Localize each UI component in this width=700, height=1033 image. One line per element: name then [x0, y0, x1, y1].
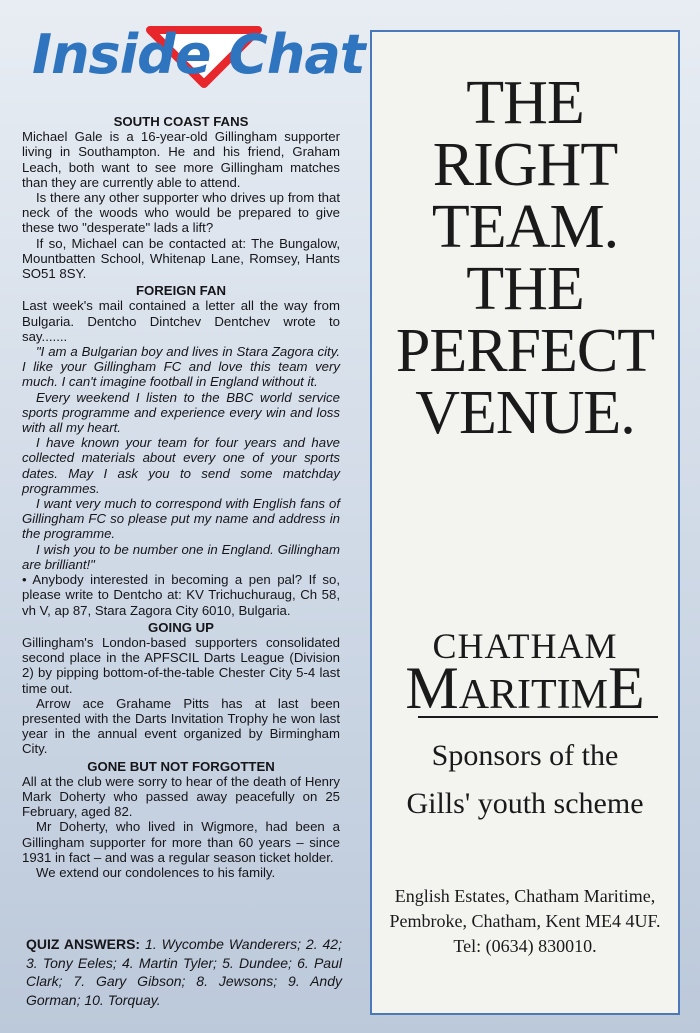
article-heading: GOING UP [148, 619, 214, 635]
headline-line: PERFECT [395, 317, 655, 385]
headline-line: THE [466, 69, 584, 137]
advert-address [372, 884, 678, 959]
article-paragraph: We extend our condolences to his family. [36, 864, 276, 880]
article-paragraph: "I am a Bulgarian boy and lives in Stara Zagora city. I like your Gillingham FC and love this team very much. I can't imagine football in England without it. [22, 344, 340, 390]
article-paragraph: I want very much to correspond with English fans of Gillingham FC so please put my name and address in the programme. [22, 496, 340, 542]
article-paragraph: I wish you to be number one in England. Gillingham are brilliant!" [22, 541, 340, 572]
article-paragraph: Is there any other supporter who drives up from that neck of the woods who would be prepared to give these two "desperate" lads a lift? [22, 190, 340, 236]
address-line: Pembroke, Chatham, Kent ME4 4UF. [389, 911, 661, 931]
headline-line: TEAM. [431, 193, 619, 261]
article-paragraph: Arrow ace Grahame Pitts has at last been presented with the Darts Invitation Trophy he won last year in the annual event organized by Birmingham City. [22, 695, 340, 757]
article-paragraph: • Anybody interested in becoming a pen pal? If so, please write to Dentcho at: KV Trichuchuraug, Ch 58, vh V, ap 87, Stara Zagora City 6010, Bulgaria. [22, 572, 340, 618]
article-paragraph: Michael Gale is a 16-year-old Gillingham supporter living in Southampton. He and his friend, Graham Leach, both want to see more Gillingham matches than they are currently able to attend. [22, 129, 340, 190]
brand-rule [418, 716, 658, 718]
article-paragraph: Last week's mail contained a letter all the way from Bulgaria. Dentcho Dintchev Dentchev wrote to say....... [22, 298, 340, 344]
tagline-line: Gills' youth scheme [406, 787, 644, 820]
quiz-answers-text: 1. Wycombe Wanderers; 2. 42; 3. Tony Eeles; 4. Martin Tyler; 5. Dundee; 6. Paul Clark; 7. Gary Gibson; 8. Jewsons; 9. Andy Gorman; 10. Torquay. [26, 936, 342, 1008]
advert-panel [370, 30, 680, 1015]
address-line: Tel: (0634) 830010. [453, 936, 597, 956]
headline-line: THE [466, 255, 584, 323]
brand-maritime: MARITIME [405, 655, 645, 721]
logo-text: Inside Chat [32, 23, 365, 86]
headline-line: RIGHT [432, 131, 618, 199]
article-heading: SOUTH COAST FANS [113, 114, 249, 129]
advert-headline [372, 69, 678, 447]
article-column [22, 112, 340, 880]
advert-tagline [372, 732, 678, 828]
tagline-line: Sponsors of the [431, 739, 619, 772]
article-paragraph: I have known your team for four years and have collected materials about every one of your sports dates. May I ask you to send some matchday programmes. [22, 435, 340, 496]
article-paragraph: All at the club were sorry to hear of the death of Henry Mark Doherty who passed away peacefully on 25 February, aged 82. [22, 773, 340, 820]
article-heading: GONE BUT NOT FORGOTTEN [87, 758, 275, 774]
article-heading: FOREIGN FAN [135, 283, 227, 299]
address-line: English Estates, Chatham Maritime, [394, 886, 656, 906]
article-paragraph: If so, Michael can be contacted at: The Bungalow, Mountbatten School, Whitenap Lane, Romsey, Hants SO51 8SY. [22, 235, 340, 282]
inside-chat-logo [28, 23, 365, 104]
article-paragraph: Gillingham's London-based supporters consolidated second place in the APFSCIL Darts League (Division 2) by pipping bottom-of-the-table Chester City 5-4 last time out. [22, 634, 340, 696]
headline-line: VENUE. [415, 379, 635, 447]
brand-chatham: CHATHAM [432, 626, 618, 666]
article-paragraph: Every weekend I listen to the BBC world service sports programme and experience every win and loss with all my heart. [22, 389, 340, 436]
article-paragraph: Mr Doherty, who lived in Wigmore, had been a Gillingham supporter for more than 60 years – since 1931 in fact – and was a regular season ticket holder. [22, 819, 340, 865]
quiz-answers [26, 935, 342, 1009]
quiz-label: QUIZ ANSWERS: [26, 936, 141, 952]
